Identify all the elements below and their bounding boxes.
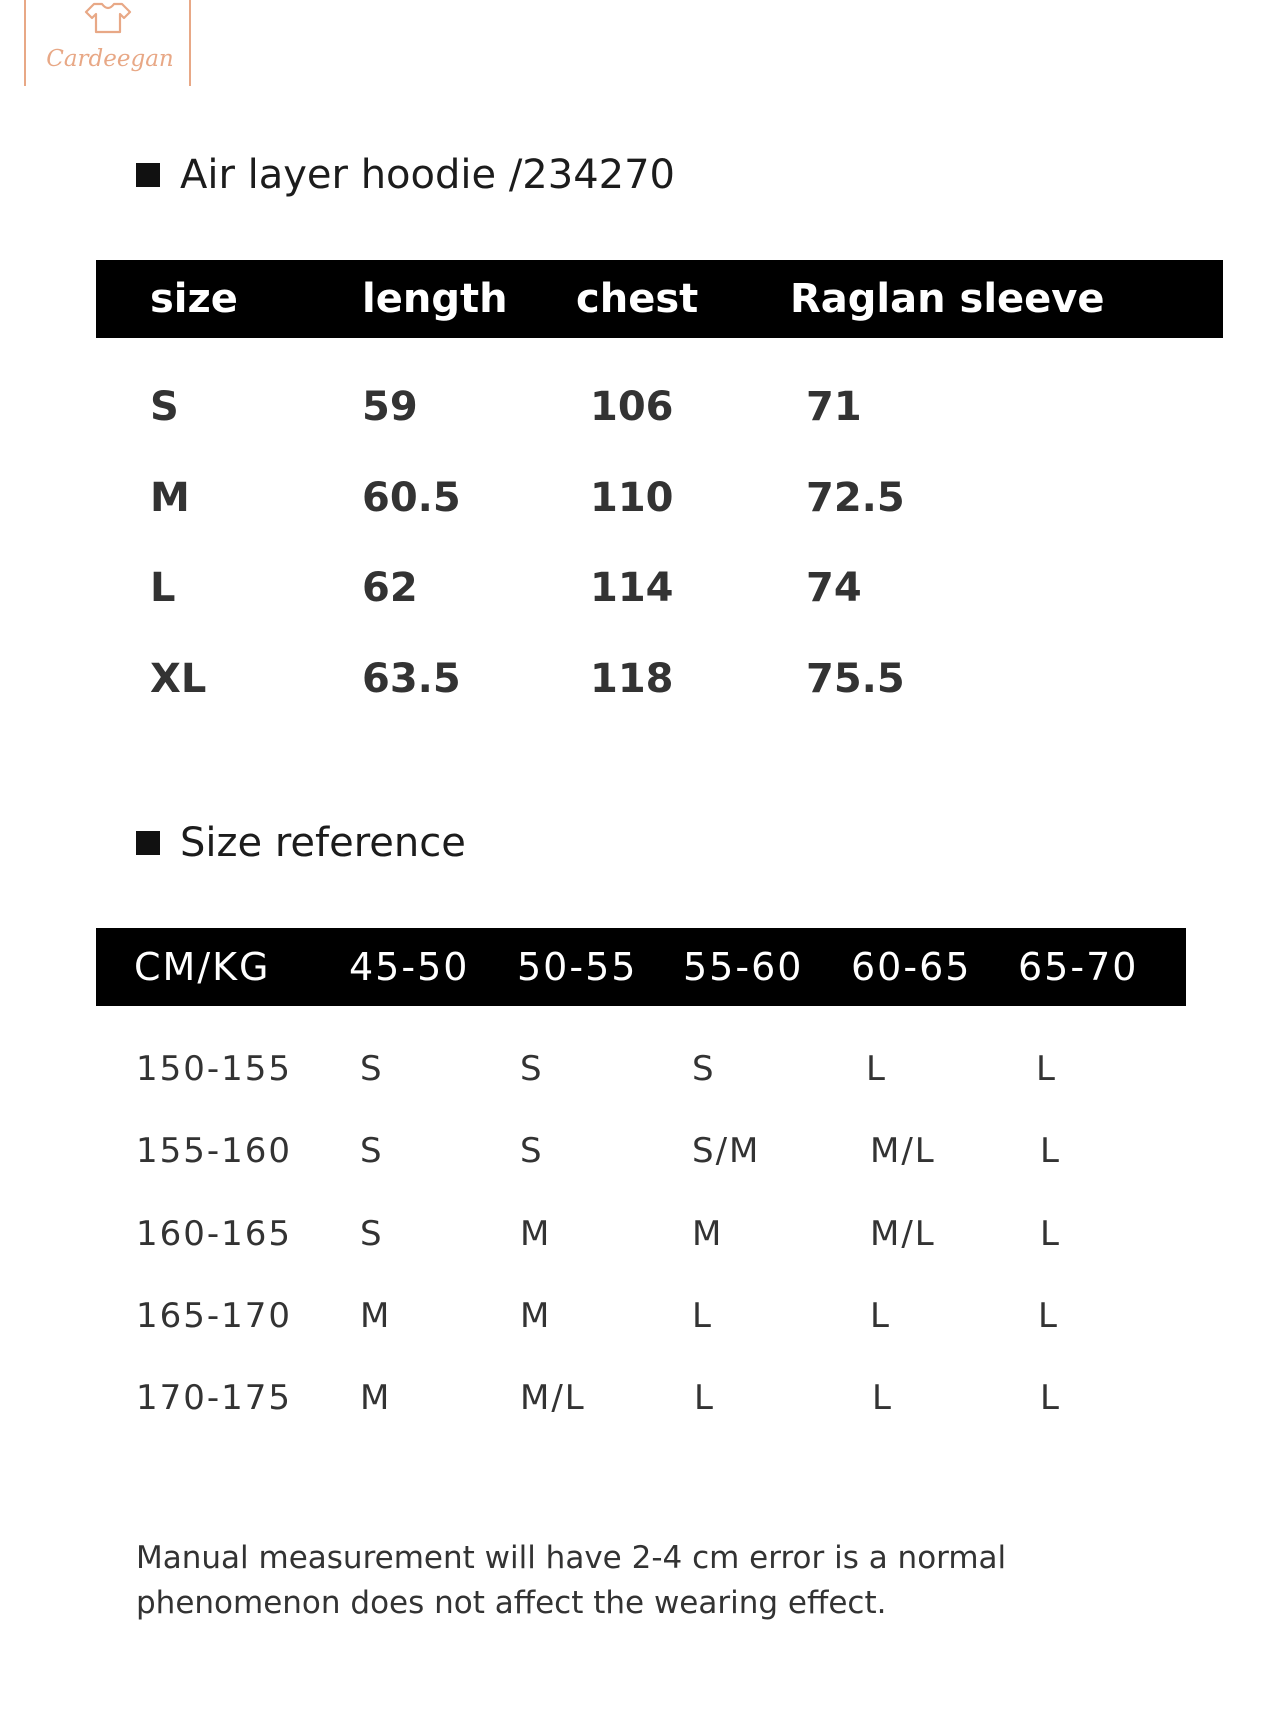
product-title-text: Air layer hoodie /234270 <box>180 152 675 198</box>
reference-title <box>136 820 466 866</box>
cell-size: L <box>872 1378 893 1418</box>
cell-chest: 106 <box>590 384 674 430</box>
header-weight-55-60: 55-60 <box>683 945 804 989</box>
cell-size: S <box>150 384 179 430</box>
product-title <box>136 152 675 198</box>
reference-table-header <box>96 928 1186 1006</box>
brand-logo-text: Cardeegan <box>46 46 174 72</box>
cell-size: M/L <box>520 1378 586 1418</box>
cell-raglan: 71 <box>806 384 862 430</box>
cell-size: L <box>870 1296 891 1336</box>
cell-size: S <box>520 1131 544 1171</box>
section-bullet <box>136 831 160 855</box>
cell-size: S <box>692 1049 716 1089</box>
cell-size: L <box>866 1049 887 1089</box>
cell-length: 60.5 <box>362 475 461 521</box>
header-length: length <box>362 276 508 322</box>
header-cm-kg: CM/KG <box>134 945 271 989</box>
header-weight-60-65: 60-65 <box>851 945 972 989</box>
cell-size: S <box>520 1049 544 1089</box>
cell-size: L <box>150 565 176 611</box>
cell-size: M/L <box>870 1214 936 1254</box>
header-weight-50-55: 50-55 <box>517 945 638 989</box>
section-bullet <box>136 163 160 187</box>
header-raglan-sleeve: Raglan sleeve <box>790 276 1105 322</box>
brand-logo <box>24 0 191 86</box>
cell-size: L <box>692 1296 713 1336</box>
header-weight-65-70: 65-70 <box>1018 945 1139 989</box>
cell-chest: 114 <box>590 565 674 611</box>
cell-raglan: 74 <box>806 565 862 611</box>
cell-height: 160-165 <box>136 1214 293 1254</box>
cell-length: 62 <box>362 565 418 611</box>
cell-height: 170-175 <box>136 1378 293 1418</box>
cell-chest: 118 <box>590 656 674 702</box>
size-table-header <box>96 260 1223 338</box>
header-size: size <box>150 276 238 322</box>
cell-size: M <box>360 1378 392 1418</box>
cell-size: L <box>1036 1049 1057 1089</box>
cell-size: M/L <box>870 1131 936 1171</box>
cell-size: M <box>520 1214 552 1254</box>
cell-size: XL <box>150 656 207 702</box>
cell-chest: 110 <box>590 475 674 521</box>
reference-title-text: Size reference <box>180 820 466 866</box>
cell-height: 155-160 <box>136 1131 293 1171</box>
cell-size: M <box>150 475 190 521</box>
cell-size: L <box>1040 1131 1061 1171</box>
header-weight-45-50: 45-50 <box>349 945 470 989</box>
cell-size: M <box>692 1214 724 1254</box>
cell-raglan: 75.5 <box>806 656 905 702</box>
cell-size: S/M <box>692 1131 761 1171</box>
cell-length: 63.5 <box>362 656 461 702</box>
measurement-note: Manual measurement will have 2-4 cm error is a normal phenomenon does not affect the wearing effect. <box>136 1540 1007 1621</box>
cell-size: L <box>1040 1214 1061 1254</box>
cell-raglan: 72.5 <box>806 475 905 521</box>
cell-height: 150-155 <box>136 1049 293 1089</box>
header-chest: chest <box>576 276 699 322</box>
cell-size: S <box>360 1131 384 1171</box>
cell-size: L <box>694 1378 715 1418</box>
cell-size: M <box>360 1296 392 1336</box>
cell-size: L <box>1038 1296 1059 1336</box>
cell-height: 165-170 <box>136 1296 293 1336</box>
tshirt-icon <box>86 4 130 32</box>
cell-size: M <box>520 1296 552 1336</box>
cell-length: 59 <box>362 384 418 430</box>
cell-size: L <box>1040 1378 1061 1418</box>
cell-size: S <box>360 1049 384 1089</box>
cell-size: S <box>360 1214 384 1254</box>
